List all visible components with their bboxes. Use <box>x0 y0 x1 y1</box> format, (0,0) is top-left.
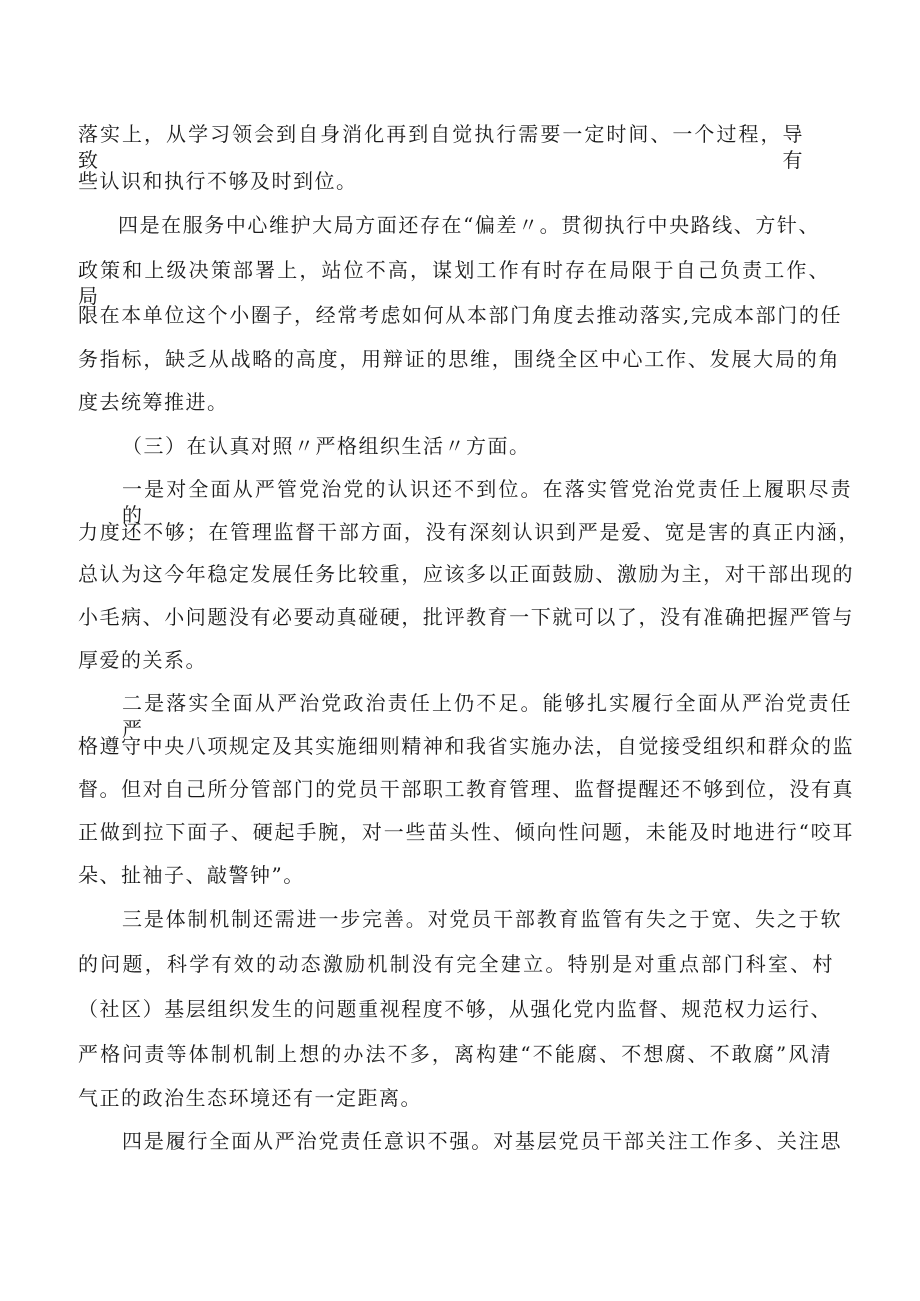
text-line: 严格问责等体制机制上想的办法不多，离构建“不能腐、不想腐、不敢腐”风清 <box>78 1042 832 1066</box>
text-line: （社区）基层组织发生的问题重视程度不够，从强化党内监督、规范权力运行、 <box>78 997 832 1021</box>
text-line: 些认识和执行不够及时到位。 <box>78 169 358 193</box>
text-line: 一是对全面从严管党治党的认识还不到位。在落实管党治党责任上履职尽责的 <box>122 477 852 527</box>
text-line: 政策和上级决策部署上，站位不高，谋划工作有时存在局限于自己负责工作、局 <box>78 258 830 308</box>
text-line: 二是落实全面从严治党政治责任上仍不足。能够扎实履行全面从严治党责任严 <box>122 691 852 741</box>
text-line: 力度还不够；在管理监督干部方面，没有深刻认识到严是爱、宽是害的真正内涵， <box>78 520 860 544</box>
text-line: 落实上，从学习领会到自身消化再到自觉执行需要一定时间、一个过程，导致有 <box>78 122 804 172</box>
text-line: 度去统筹推进。 <box>78 390 229 414</box>
text-line: 格遵守中央八项规定及其实施细则精神和我省实施办法，自觉接受组织和群众的监 <box>78 734 854 758</box>
text-line: 督。但对自己所分管部门的党员干部职工教育管理、监督提醒还不够到位，没有真 <box>78 777 854 801</box>
text-line: 厚爱的关系。 <box>78 648 207 672</box>
text-line: 小毛病、小问题没有必要动真碰硬，批评教育一下就可以了，没有准确把握严管与 <box>78 605 854 629</box>
text-line: 务指标，缺乏从战略的高度，用辩证的思维，围绕全区中心工作、发展大局的角 <box>78 347 840 371</box>
text-line: 三是体制机制还需进一步完善。对党员干部教育监管有失之于宽、失之于软 <box>122 907 842 931</box>
text-line: 限在本单位这个小圈子，经常考虑如何从本部门角度去推动落实,完成本部门的任 <box>78 303 842 327</box>
text-line: 四是在服务中心维护大局方面还存在“偏差〃。贯彻执行中央路线、方针、 <box>118 213 820 237</box>
text-line: 朵、扯袖子、敲警钟”。 <box>78 863 305 887</box>
text-line: 总认为这今年稳定发展任务比较重，应该多以正面鼓励、激励为主，对干部出现的 <box>78 562 854 586</box>
text-line: 的问题，科学有效的动态激励机制没有完全建立。特别是对重点部门科室、村 <box>78 952 834 976</box>
text-line: 正做到拉下面子、硬起手腕，对一些苗头性、倾向性问题，未能及时地进行“咬耳 <box>78 820 854 844</box>
text-line: 四是履行全面从严治党责任意识不强。对基层党员干部关注工作多、关注思 <box>122 1129 842 1153</box>
section-heading: （三）在认真对照〃严格组织生活〃方面。 <box>122 434 531 458</box>
text-line: 气正的政治生态环境还有一定距离。 <box>78 1086 422 1110</box>
